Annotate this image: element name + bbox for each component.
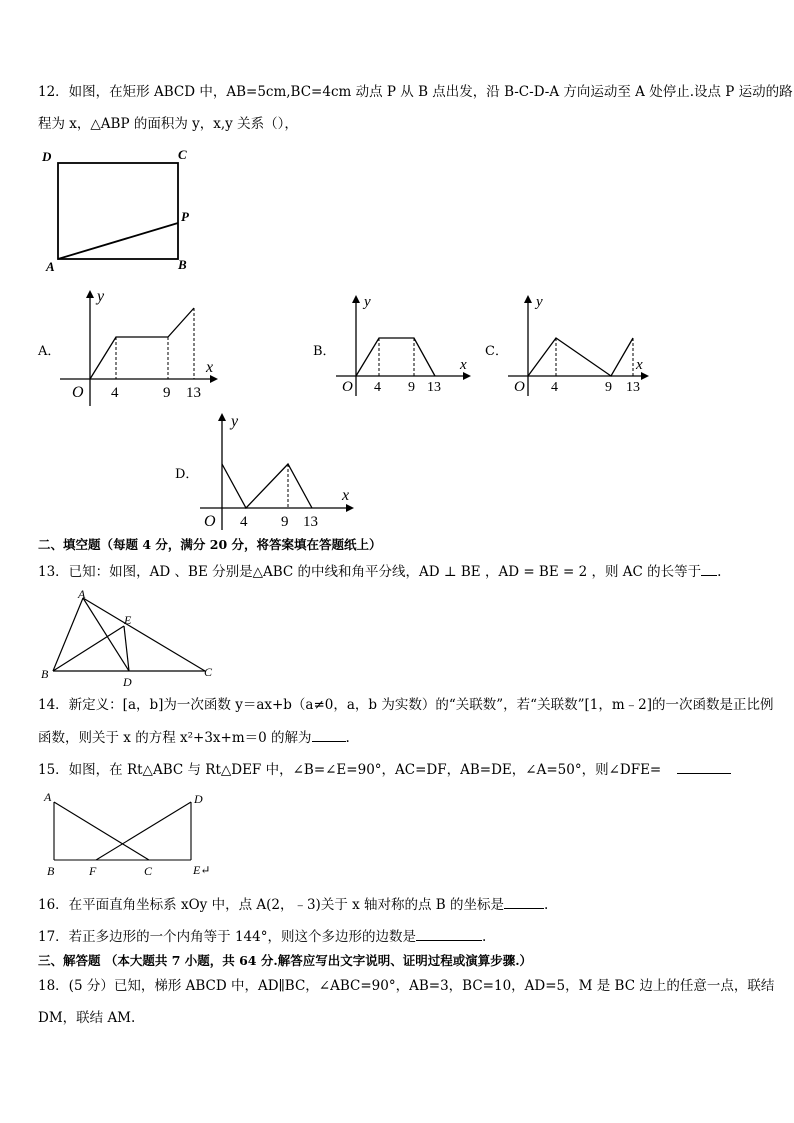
svg-text:F: F bbox=[89, 864, 97, 878]
section-2-heading: 二、填空题（每题 4 分，满分 20 分，将答案填在答题纸上） bbox=[38, 537, 382, 552]
label-d: D bbox=[42, 149, 52, 164]
svg-text:y: y bbox=[536, 294, 543, 310]
svg-text:13: 13 bbox=[626, 380, 640, 395]
q13-triangle-figure bbox=[40, 588, 220, 688]
q18-text-line2: DM，联结 AM. bbox=[38, 1010, 136, 1026]
option-b-label: B． bbox=[313, 344, 336, 359]
svg-text:x: x bbox=[636, 357, 643, 373]
label-a: A bbox=[46, 259, 55, 274]
svg-text:9: 9 bbox=[408, 380, 415, 395]
option-b-graph[interactable] bbox=[336, 290, 476, 398]
svg-text:9: 9 bbox=[605, 380, 612, 395]
section-3-heading: 三、解答题 （本大题共 7 小题，共 64 分.解答应写出文字说明、证明过程或演算步骤.） bbox=[38, 953, 533, 968]
label-c: C bbox=[178, 147, 187, 162]
svg-text:C: C bbox=[144, 864, 153, 878]
svg-text:O: O bbox=[204, 513, 216, 530]
q15-triangles-figure bbox=[40, 788, 220, 880]
option-a-graph[interactable] bbox=[60, 284, 220, 408]
option-d-label: D． bbox=[175, 467, 199, 482]
svg-text:13: 13 bbox=[427, 380, 441, 395]
q17-answer-blank[interactable] bbox=[416, 927, 482, 941]
svg-text:A: A bbox=[44, 790, 52, 804]
svg-text:D: D bbox=[123, 675, 132, 689]
svg-text:E↵: E↵ bbox=[193, 863, 211, 877]
q16-answer-blank[interactable] bbox=[504, 895, 544, 909]
option-d-graph[interactable] bbox=[200, 408, 360, 532]
graph-line bbox=[90, 308, 194, 379]
svg-text:13: 13 bbox=[186, 385, 201, 401]
y-axis-arrow bbox=[86, 290, 94, 298]
svg-text:D: D bbox=[194, 792, 203, 806]
q14-text-line1: 14．新定义：[a，b]为一次函数 y＝ax+b（a≠0，a，b 为实数）的“关联数”，若“关联数”[1，m﹣2]的一次函数是正比例 bbox=[38, 697, 774, 713]
svg-text:4: 4 bbox=[374, 380, 381, 395]
svg-text:y: y bbox=[364, 294, 371, 310]
option-a-label: A． bbox=[38, 344, 61, 359]
option-c-graph[interactable] bbox=[508, 290, 653, 398]
q13-answer-blank[interactable] bbox=[701, 562, 717, 576]
q14-answer-blank[interactable] bbox=[312, 728, 346, 742]
segment-ap bbox=[58, 223, 178, 259]
svg-text:x: x bbox=[206, 359, 214, 376]
q13-text: 13．已知：如图，AD 、BE 分别是△ABC 的中线和角平分线，AD ⊥ BE ，AD = BE = 2 ，则 AC 的长等于 . bbox=[38, 564, 722, 580]
label-b: B bbox=[178, 257, 187, 272]
q18-text-line1: 18．(5 分）已知，梯形 ABCD 中，AD∥BC，∠ABC=90°，AB=3，BC=10，AD=5，M 是 BC 边上的任意一点，联结 bbox=[38, 978, 775, 994]
svg-text:B: B bbox=[47, 864, 55, 878]
label-p: P bbox=[181, 209, 189, 224]
svg-text:4: 4 bbox=[111, 385, 119, 401]
svg-text:y: y bbox=[231, 413, 239, 430]
svg-text:4: 4 bbox=[551, 380, 558, 395]
x-axis-arrow bbox=[210, 375, 218, 383]
q12-rectangle-figure bbox=[40, 145, 200, 275]
q12-text-line2: 程为 x，△ABP 的面积为 y，x,y 关系（）， bbox=[38, 116, 298, 132]
option-c-label: C． bbox=[485, 344, 508, 359]
svg-text:4: 4 bbox=[240, 514, 248, 530]
svg-text:O: O bbox=[342, 379, 353, 395]
q16-text: 16．在平面直角坐标系 xOy 中，点 A(2，﹣3)关于 x 轴对称的点 B 的坐标是 . bbox=[38, 897, 549, 913]
svg-text:O: O bbox=[72, 384, 84, 401]
svg-text:13: 13 bbox=[303, 514, 318, 530]
svg-text:y: y bbox=[97, 288, 105, 305]
svg-text:9: 9 bbox=[163, 385, 171, 401]
q17-text: 17．若正多边形的一个内角等于 144°，则这个多边形的边数是 . bbox=[38, 929, 487, 945]
svg-text:C: C bbox=[204, 665, 213, 679]
svg-text:O: O bbox=[514, 379, 525, 395]
svg-text:x: x bbox=[460, 357, 467, 373]
svg-text:B: B bbox=[41, 667, 49, 681]
q15-answer-blank[interactable] bbox=[677, 760, 731, 774]
svg-text:A: A bbox=[78, 587, 86, 601]
rectangle-abcd bbox=[58, 163, 178, 259]
q14-text-line2: 函数，则关于 x 的方程 x²+3x+m＝0 的解为 . bbox=[38, 730, 350, 746]
q15-text: 15．如图，在 Rt△ABC 与 Rt△DEF 中，∠B=∠E=90°，AC=DF，AB=DE，∠A=50°，则∠DFE= bbox=[38, 760, 731, 778]
svg-text:x: x bbox=[342, 487, 350, 504]
svg-text:E: E bbox=[124, 613, 132, 627]
q12-text-line1: 12．如图，在矩形 ABCD 中，AB=5cm,BC=4cm 动点 P 从 B 点出发，沿 B-C-D-A 方向运动至 A 处停止.设点 P 运动的路 bbox=[38, 84, 793, 100]
svg-text:9: 9 bbox=[281, 514, 289, 530]
